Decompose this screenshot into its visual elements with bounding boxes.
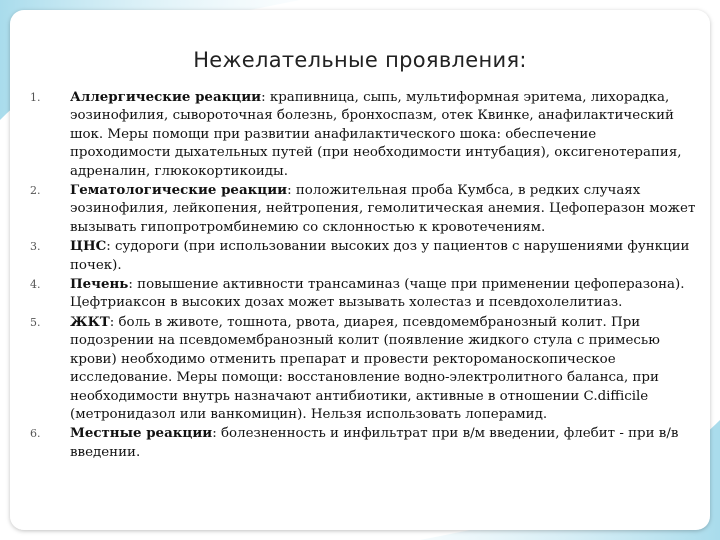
list-item: 6. Местные реакции: болезненность и инфильтрат при в/м введении, флебит - при в/в введении. [30,425,679,460]
item-text: крапивница, сыпь, мультиформная эритема, лихорадка, эозинофилия, сывороточная болезнь, бронхоспазм, отек Квинке, анафилактический шок. Меры помощи при развитии анафилактического шока: обеспечение проходимости дыхательных путей (при необходимости интубация), оксигенотерапия, адреналин, глюкокортикоиды. [70,90,682,179]
list-item: 1. Аллергические реакции: крапивница, сыпь, мультиформная эритема, лихорадка, эозинофилия, сывороточная болезнь, бронхоспазм, отек Квинке, анафилактический шок. Меры помощи при развитии анафилактического шока: обеспечение проходимости дыхательных путей (при необходимости интубация), оксигенотерапия, адреналин, глюкокортикоиды. [30,89,682,179]
item-heading: Аллергические реакции [70,89,262,105]
list-number: 5. [30,315,41,329]
item-text: судороги (при использовании высоких доз у пациентов с нарушениями функции почек). [70,239,690,273]
list-number: 1. [30,91,41,104]
item-text: повышение активности трансаминаз (чаще при применении цефоперазона). Цефтриаксон в высоких дозах может вызывать холестаз и псевдохолелитиаз. [70,277,685,311]
list-item: 2. Гематологические реакции: положительная проба Кумбса, в редких случаях эозинофилия, лейкопения, нейтропения, гемолитическая анемия. Цефоперазон может вызывать гипопротромбинемию со склонностью к кровотечениям. [30,182,696,235]
item-text: боль в животе, тошнота, рвота, диарея, псевдомембранозный колит. При подозрении на псевдомембранозный колит (появление жидкого стула с примесью крови) необходимо отменить препарат и провести ректороманоскопическое исследование. Меры помощи: восстановление водно-электролитного баланса, при необходимости внутрь назначают антибиотики, активные в отношении C.difficile (метронидазол или ванкомицин). Нельзя использовать лоперамид. [70,314,660,422]
slide-title: Нежелательные проявления: [193,48,527,72]
list-number: 6. [30,427,41,441]
list-item: 3. ЦНС: судороги (при использовании высоких доз у пациентов с нарушениями функции почек). [30,238,690,273]
list-item: 4. Печень: повышение активности трансаминаз (чаще при применении цефоперазона). Цефтриаксон в высоких дозах может вызывать холестаз и псевдохолелитиаз. [30,276,685,311]
item-heading: Печень [70,276,129,293]
adverse-effects-list [30,88,696,462]
list-number: 3. [30,240,41,254]
item-heading: Гематологические реакции [70,182,288,199]
item-text: болезненность и инфильтрат при в/м введении, флебит - при в/в введении. [70,426,679,460]
list-item: 5. ЖКТ: боль в животе, тошнота, рвота, диарея, псевдомембранозный колит. При подозрении на псевдомембранозный колит (появление жидкого стула с примесью крови) необходимо отменить препарат и провести ректороманоскопическое исследование. Меры помощи: восстановление водно-электролитного баланса, при необходимости внутрь назначают антибиотики, активные в отношении C.difficile (метронидазол или ванкомицин). Нельзя использовать лоперамид. [30,313,660,422]
item-heading: ЦНС [70,238,107,255]
item-text: положительная проба Кумбса, в редких случаях эозинофилия, лейкопения, нейтропения, гемолитическая анемия. Цефоперазон может вызывать гипопротромбинемию со склонностью к кровотечениям. [70,183,696,235]
list-number: 4. [30,278,41,292]
list-number: 2. [30,184,41,198]
item-heading: ЖКТ [70,313,110,330]
item-heading: Местные реакции [70,425,213,442]
